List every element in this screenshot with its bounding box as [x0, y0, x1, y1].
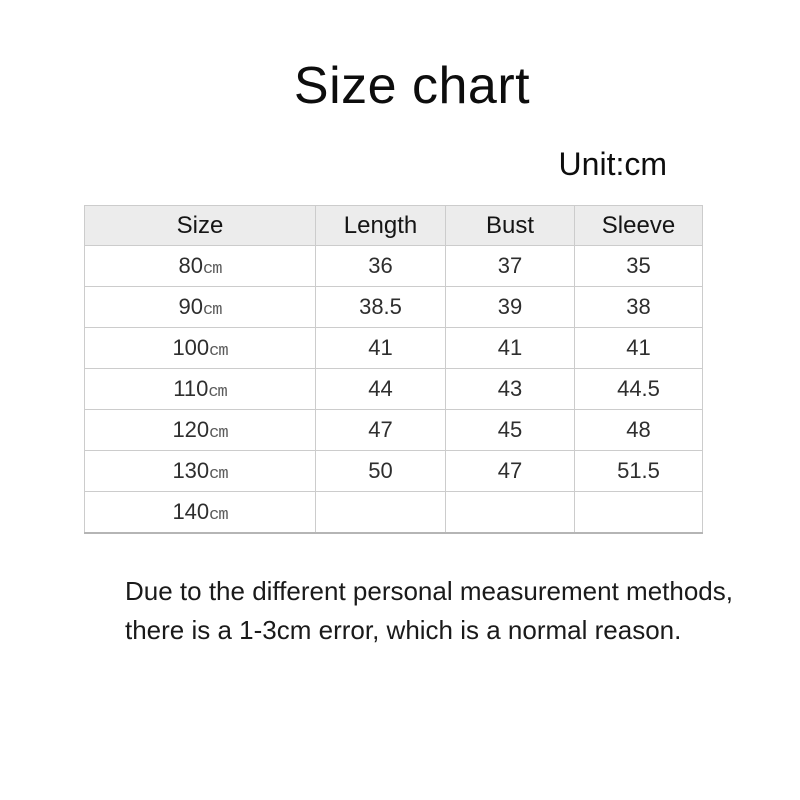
size-label	[85, 451, 316, 492]
size-unit: cm	[209, 342, 228, 361]
size-unit: cm	[209, 505, 228, 525]
unit-label: Unit:cm	[558, 146, 667, 182]
page-title: Size chart	[293, 57, 531, 115]
size-label	[85, 287, 316, 328]
size-value: 120	[172, 417, 210, 442]
size-unit: cm	[203, 260, 222, 279]
size-value: 90	[178, 294, 204, 319]
size-label	[85, 246, 316, 287]
size-value: 110	[173, 376, 209, 401]
note-line-1: Due to the different personal measurement methods,	[125, 576, 733, 606]
col-header-length: Length	[316, 206, 446, 246]
table-row	[85, 451, 703, 492]
sleeve-value: 51.5	[575, 451, 703, 492]
note-line-2: there is a 1-3cm error, which is a normal reason.	[125, 615, 682, 645]
col-header-bust: Bust	[446, 206, 575, 246]
length-value: 47	[316, 410, 446, 451]
length-value: 36	[316, 246, 446, 287]
measurement-note	[125, 572, 733, 650]
size-unit: cm	[208, 383, 227, 402]
bust-value	[446, 492, 575, 533]
table-row	[85, 492, 703, 533]
col-header-sleeve: Sleeve	[575, 206, 703, 246]
size-chart-table	[84, 205, 703, 534]
table-header-row	[85, 206, 703, 246]
size-unit: cm	[203, 301, 222, 320]
length-value: 50	[316, 451, 446, 492]
bust-value: 37	[446, 246, 575, 287]
sleeve-value: 44.5	[575, 369, 703, 410]
table-row	[85, 246, 703, 287]
bust-value: 39	[446, 287, 575, 328]
size-label	[85, 410, 316, 451]
size-label	[85, 369, 316, 410]
sleeve-value: 38	[575, 287, 703, 328]
size-label	[85, 492, 316, 533]
length-value: 44	[316, 369, 446, 410]
size-unit: cm	[209, 465, 228, 484]
table-row	[85, 410, 703, 451]
size-value: 80	[178, 253, 204, 278]
col-header-size: Size	[85, 206, 316, 246]
sleeve-value: 35	[575, 246, 703, 287]
table-row	[85, 369, 703, 410]
sleeve-value: 48	[575, 410, 703, 451]
bust-value: 47	[446, 451, 575, 492]
size-value: 100	[172, 335, 210, 360]
table-row	[85, 287, 703, 328]
table-row	[85, 328, 703, 369]
length-value	[316, 492, 446, 533]
size-unit: cm	[209, 424, 228, 443]
sleeve-value: 41	[575, 328, 703, 369]
size-value: 130	[172, 458, 210, 483]
length-value: 38.5	[316, 287, 446, 328]
size-label	[85, 328, 316, 369]
bust-value: 41	[446, 328, 575, 369]
sleeve-value	[575, 492, 703, 533]
length-value: 41	[316, 328, 446, 369]
bust-value: 43	[446, 369, 575, 410]
size-value: 140	[172, 498, 210, 524]
bust-value: 45	[446, 410, 575, 451]
